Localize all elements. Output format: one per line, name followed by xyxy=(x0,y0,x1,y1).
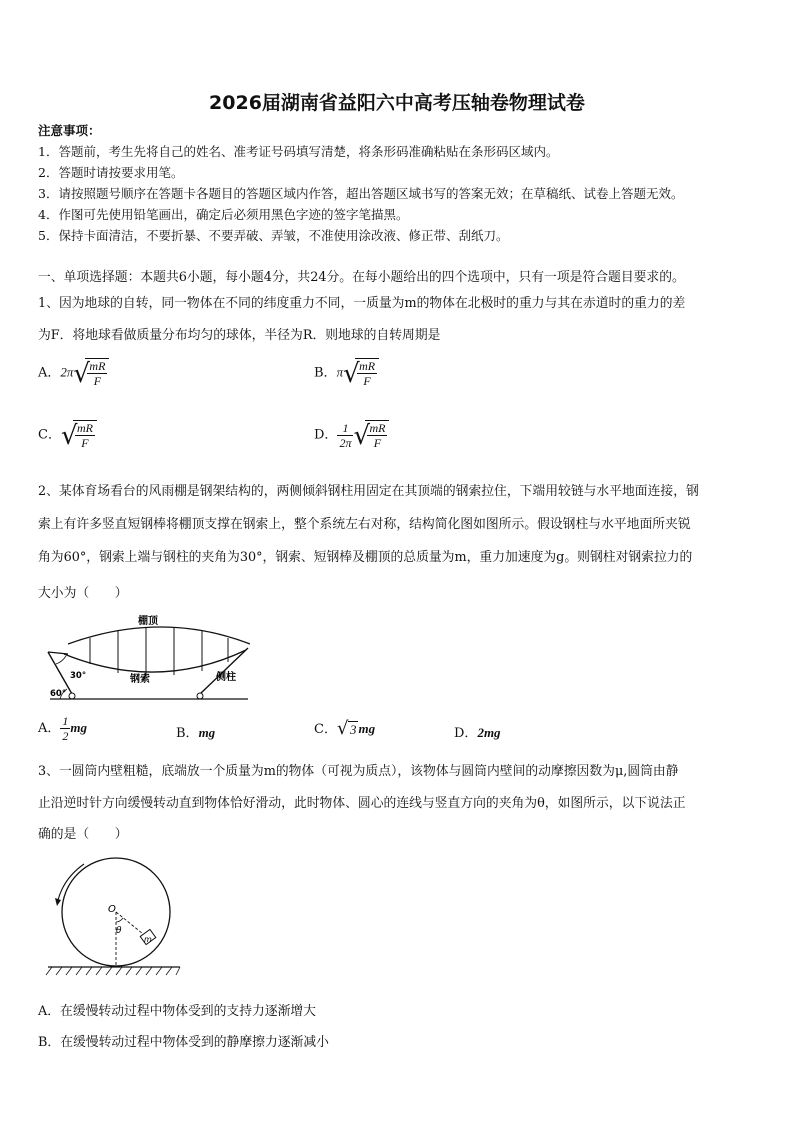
option-label: A． xyxy=(38,365,61,381)
page-title: 2026届湖南省益阳六中高考压轴卷物理试卷 xyxy=(209,92,585,114)
q2-option-d[interactable] xyxy=(454,722,501,741)
section-heading: 一、单项选择题：本题共6小题，每小题4分，共24分。在每小题给出的四个选项中，只有一项是符合题目要求的。 xyxy=(38,270,685,285)
question-2-text: 角为60°，钢索上端与钢柱的夹角为30°，钢索、短钢棒及棚顶的总质量为m，重力加速度为g。则钢柱对钢索拉力的 xyxy=(38,550,693,565)
sqrt: √ 3 xyxy=(336,718,357,739)
notice-item: 1．答题前，考生先将自己的姓名、准考证号码填写清楚，将条形码准确粘贴在条形码区域内。 xyxy=(38,144,559,159)
sqrt: √ $\frac{mR}{F}$ xyxy=(353,420,389,450)
notice-item: 3．请按照题号顺序在答题卡各题目的答题区域内作答，超出答题区域书写的答案无效；在草稿纸、试卷上答题无效。 xyxy=(38,186,684,201)
sqrt: √ $\frac{mR}{F}$ xyxy=(61,420,97,450)
question-2-text: 2、某体育场看台的风雨棚是钢架结构的，两侧倾斜钢柱用固定在其顶端的钢索拉住，下端用较链与水平地面连接，钢 xyxy=(38,484,699,499)
roof-label: 棚顶 xyxy=(138,616,158,627)
question-2-text: 索上有许多竖直短钢棒将棚顶支撑在钢索上，整个系统左右对称，结构简化图如图所示。假设钢柱与水平地面所夹锐 xyxy=(38,517,691,532)
question-1-text: 为F．将地球看做质量分布均匀的球体，半径为R．则地球的自转周期是 xyxy=(38,328,441,343)
formula: 2mg xyxy=(477,725,501,740)
cylinder-diagram xyxy=(44,854,184,978)
notice-heading: 注意事项： xyxy=(38,123,101,138)
q3-option-b[interactable]: B．在缓慢转动过程中物体受到的静摩擦力逐渐减小 xyxy=(38,1035,329,1050)
q1-option-a[interactable] xyxy=(38,358,109,388)
angle-60-label: 60° xyxy=(50,689,67,699)
q2-option-a[interactable] xyxy=(38,714,87,743)
q1-option-d[interactable] xyxy=(314,420,389,450)
notice-item: 4．作图可先使用铅笔画出，确定后必须用黑色字迹的签字笔描黑。 xyxy=(38,207,409,222)
canopy-diagram xyxy=(40,612,250,704)
q3-option-a[interactable]: A．在缓慢转动过程中物体受到的支持力逐渐增大 xyxy=(38,1004,316,1019)
angle-30-label: 30° xyxy=(70,671,87,681)
option-label: C． xyxy=(314,722,337,737)
question-1-text: 1、因为地球的自转，同一物体在不同的纬度重力不同，一质量为m的物体在北极时的重力与其在赤道时的重力的差 xyxy=(38,296,686,311)
formula: mg xyxy=(358,721,376,736)
q1-option-c[interactable] xyxy=(38,420,97,450)
option-label: C． xyxy=(38,427,61,443)
sqrt: √ $\frac{mR}{F}$ xyxy=(343,358,379,388)
mass-label: m xyxy=(144,935,152,944)
question-3-text: 止沿逆时针方向缓慢转动直到物体恰好滑动，此时物体、圆心的连线与竖直方向的夹角为θ，如图所示，以下说法正 xyxy=(38,796,686,811)
option-label: B． xyxy=(314,365,337,381)
formula: mg xyxy=(70,720,88,735)
formula: mg xyxy=(198,725,216,740)
option-label: A． xyxy=(38,721,61,736)
question-3-text: 确的是（ ） xyxy=(38,827,128,842)
formula: 2π xyxy=(60,364,74,380)
pillar-label: 侧柱 xyxy=(216,672,236,683)
option-label: D． xyxy=(314,427,338,443)
q2-option-c[interactable] xyxy=(314,718,375,738)
center-label: O xyxy=(108,904,116,915)
cable-label: 钢索 xyxy=(130,674,150,685)
option-label: D． xyxy=(454,726,478,741)
angle-label: θ xyxy=(116,926,122,936)
fraction: $\frac{1}{2}$ xyxy=(62,714,69,743)
q1-option-b[interactable] xyxy=(314,358,379,388)
formula: π xyxy=(336,364,344,380)
question-2-text: 大小为（ ） xyxy=(38,586,128,601)
sqrt: √ $\frac{mR}{F}$ xyxy=(73,358,109,388)
notice-item: 2．答题时请按要求用笔。 xyxy=(38,165,184,180)
fraction: $\frac{1}{2\pi}$ xyxy=(339,420,352,450)
notice-item: 5．保持卡面清洁，不要折暴、不要弄破、弄皱，不准使用涂改液、修正带、刮纸刀。 xyxy=(38,228,509,243)
q2-option-b[interactable] xyxy=(176,722,215,741)
option-label: B． xyxy=(176,726,199,741)
question-3-text: 3、一圆筒内壁粗糙，底端放一个质量为m的物体（可视为质点），该物体与圆筒内壁间的动摩擦因数为μ,圆筒由静 xyxy=(38,764,679,779)
